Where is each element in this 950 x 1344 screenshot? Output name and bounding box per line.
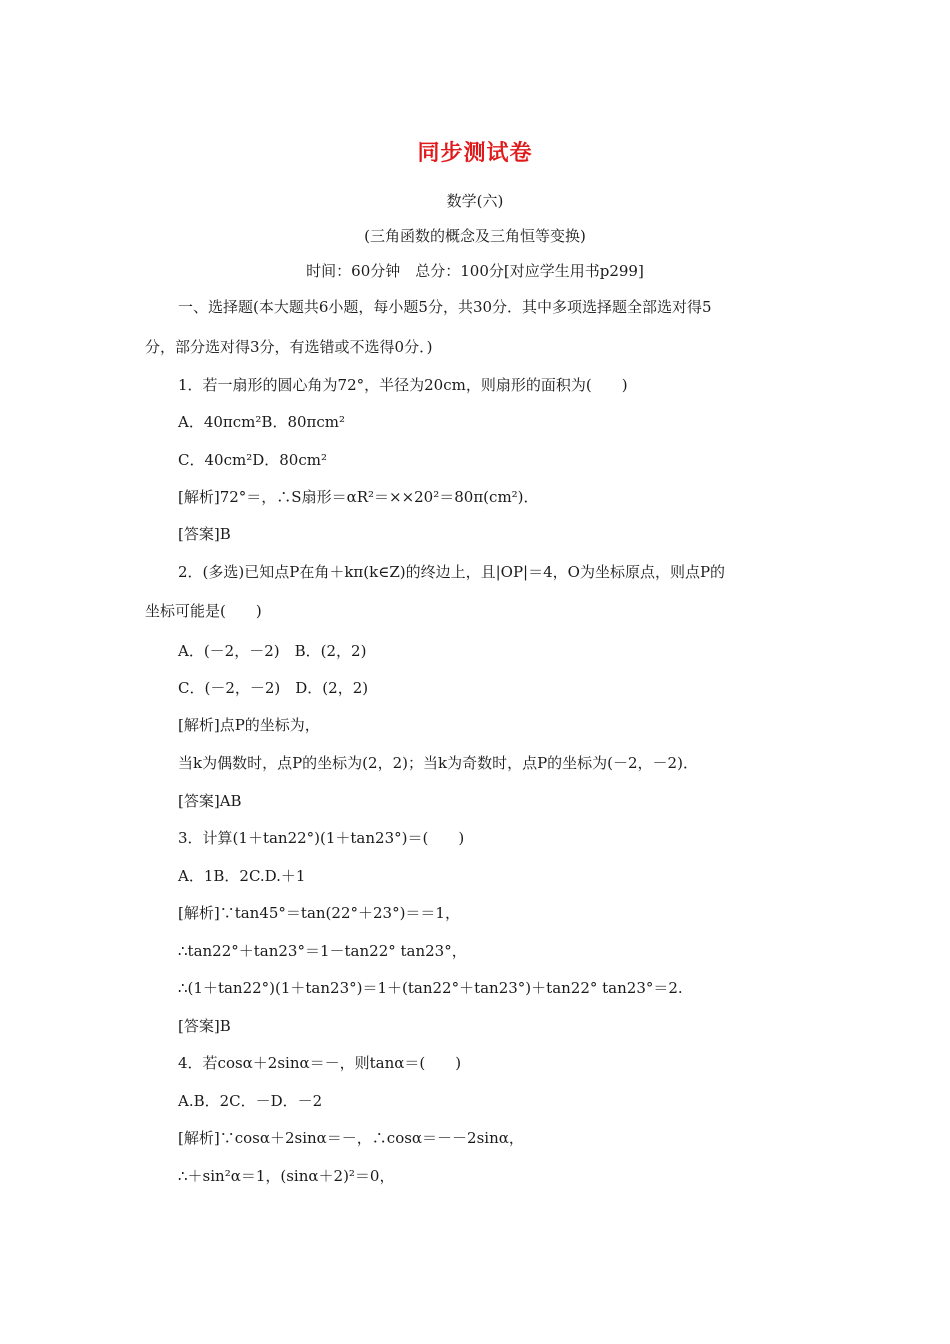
q3-stem: 3．计算(1＋tan22°)(1＋tan23°)＝( )	[178, 829, 465, 847]
info-line: 时间：60分钟 总分：100分[对应学生用书p299]	[306, 262, 644, 280]
q1-options-cd: C．40cm²D．80cm²	[178, 451, 327, 469]
q3-analysis-3: ∴(1＋tan22°)(1＋tan23°)＝1＋(tan22°＋tan23°)＋tan22° tan23°＝2.	[178, 979, 683, 997]
q2-analysis-1: [解析]点P的坐标为，	[178, 716, 320, 734]
q3-analysis-2: ∴tan22°＋tan23°＝1－tan22° tan23°，	[178, 942, 467, 960]
q4-stem: 4．若cosα＋2sinα＝－，则tanα＝( )	[178, 1054, 462, 1072]
q2-analysis-2: 当k为偶数时，点P的坐标为(2，2)；当k为奇数时，点P的坐标为(－2，－2)．	[178, 754, 698, 772]
q2-stem-2: 坐标可能是( )	[145, 602, 262, 620]
page-title: 同步测试卷	[417, 140, 533, 166]
q4-analysis-1: [解析]∵cosα＋2sinα＝－，∴cosα＝－－2sinα，	[178, 1129, 524, 1147]
q1-stem: 1．若一扇形的圆心角为72°，半径为20cm，则扇形的面积为( )	[178, 376, 628, 394]
q3-analysis-1: [解析]∵tan45°＝tan(22°＋23°)＝＝1，	[178, 904, 460, 922]
subject-line: 数学(六)	[446, 192, 504, 210]
q1-analysis: [解析]72°＝，∴S扇形＝αR²＝××20²＝80π(cm²)．	[178, 488, 539, 506]
q2-options-ab: A．(－2，－2) B．(2，2)	[178, 642, 367, 660]
section-heading-2: 分，部分选对得3分，有选错或不选得0分．)	[145, 338, 433, 356]
q2-options-cd: C．(－2，－2) D．(2，2)	[178, 679, 369, 697]
q1-options-ab: A．40πcm²B．80πcm²	[178, 413, 346, 431]
q3-options: A．1B．2C.D.＋1	[178, 867, 306, 885]
q4-analysis-2: ∴＋sin²α＝1，(sinα＋2)²＝0，	[178, 1167, 395, 1185]
topic-line: (三角函数的概念及三角恒等变换)	[364, 227, 586, 245]
q3-answer: [答案]B	[178, 1017, 231, 1035]
q2-stem-1: 2．(多选)已知点P在角＋kπ(k∈Z)的终边上，且|OP|＝4，O为坐标原点，则点P的	[178, 563, 726, 581]
q1-answer: [答案]B	[178, 525, 231, 543]
q4-options: A.B．2C．－D．－2	[178, 1092, 323, 1110]
q2-answer: [答案]AB	[178, 792, 242, 810]
section-heading-1: 一、选择题(本大题共6小题，每小题5分，共30分．其中多项选择题全部选对得5	[178, 298, 712, 316]
